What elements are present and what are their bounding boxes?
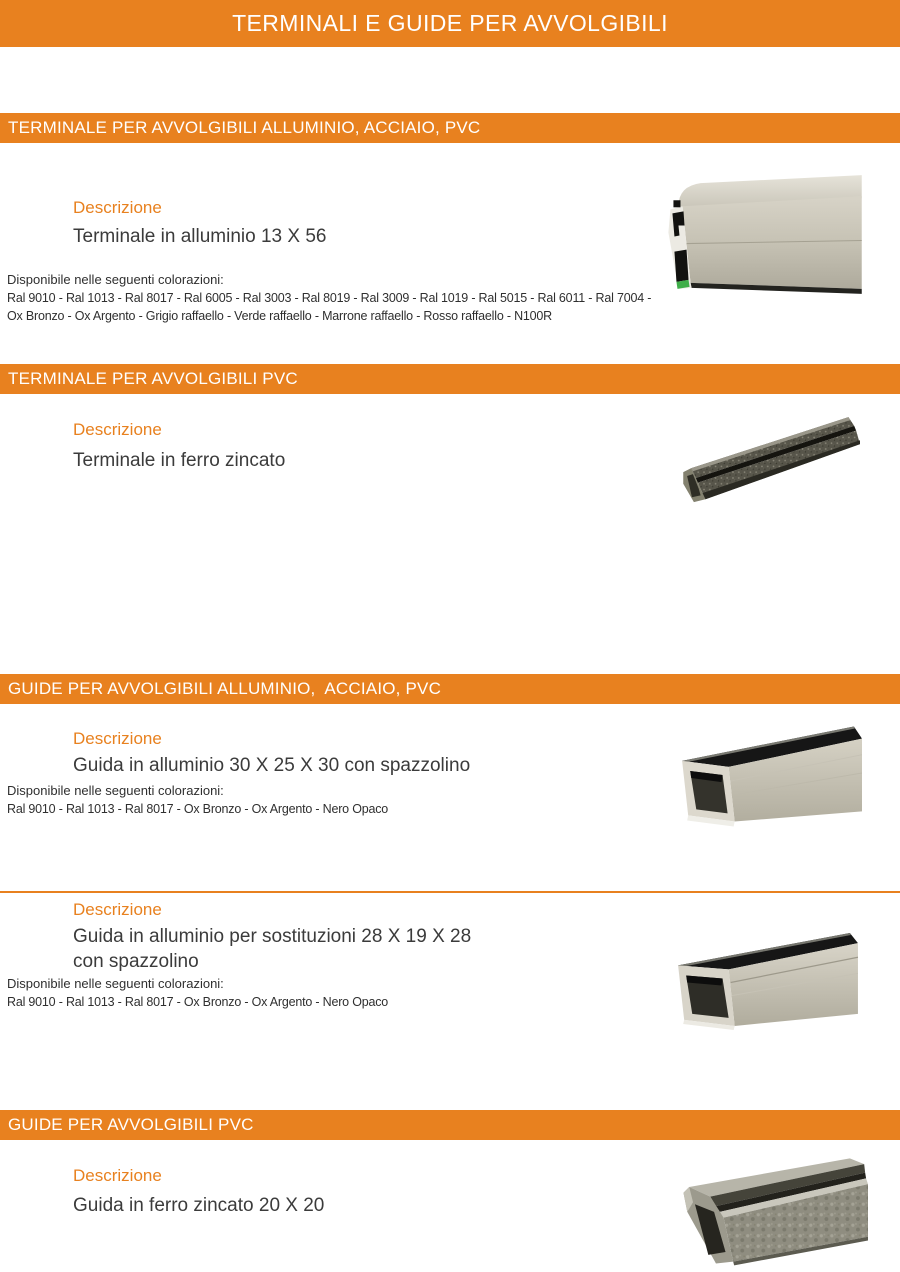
product-title-line2: con spazzolino bbox=[73, 951, 199, 972]
section-header-label: GUIDE PER AVVOLGIBILI PVC bbox=[8, 1115, 254, 1134]
availability-label: Disponibile nelle seguenti colorazioni: bbox=[7, 976, 224, 991]
section-header-terminale-alluminio-acciaio-pvc bbox=[0, 113, 900, 143]
availability-block bbox=[7, 271, 651, 325]
section-header-label: TERMINALE PER AVVOLGIBILI ALLUMINIO, ACCIAIO, PVC bbox=[8, 118, 481, 137]
page-header-bar bbox=[0, 0, 900, 47]
aluminum-replacement-guide-illustration bbox=[668, 928, 862, 1033]
availability-block bbox=[7, 782, 388, 818]
product-image-aluminum-guide-30x25x30 bbox=[670, 720, 862, 830]
section-header-terminale-pvc bbox=[0, 364, 900, 394]
color-list-line: Ox Bronzo - Ox Argento - Grigio raffaello - Verde raffaello - Marrone raffaello - Rosso raffaello - N100R bbox=[7, 309, 553, 323]
product-title-guida-ferro-zincato-20x20: Guida in ferro zincato 20 X 20 bbox=[73, 1195, 325, 1216]
galvanized-terminal-illustration bbox=[662, 412, 860, 514]
description-label: Descrizione bbox=[73, 1166, 162, 1185]
availability-label: Disponibile nelle seguenti colorazioni: bbox=[7, 783, 224, 798]
aluminum-guide-illustration bbox=[670, 720, 862, 830]
section-header-guide-pvc bbox=[0, 1110, 900, 1140]
page-title: TERMINALI E GUIDE PER AVVOLGIBILI bbox=[232, 10, 668, 36]
product-image-aluminum-terminal-13x56 bbox=[648, 162, 862, 307]
product-title-terminale-alluminio: Terminale in alluminio 13 X 56 bbox=[73, 226, 327, 247]
color-list-line: Ral 9010 - Ral 1013 - Ral 8017 - Ox Bronzo - Ox Argento - Nero Opaco bbox=[7, 802, 389, 816]
aluminum-terminal-profile-illustration bbox=[648, 162, 862, 307]
section-header-guide-alluminio-acciaio-pvc bbox=[0, 674, 900, 704]
description-label: Descrizione bbox=[73, 420, 162, 439]
product-image-galvanized-iron-terminal bbox=[662, 412, 860, 514]
product-title-guida-alluminio-30x25x30: Guida in alluminio 30 X 25 X 30 con spazzolino bbox=[73, 755, 471, 776]
section-header-label: TERMINALE PER AVVOLGIBILI PVC bbox=[8, 369, 298, 388]
product-title-terminale-ferro-zincato: Terminale in ferro zincato bbox=[73, 450, 286, 471]
color-list-line: Ral 9010 - Ral 1013 - Ral 8017 - Ral 6005 - Ral 3003 - Ral 8019 - Ral 3009 - Ral 1019 - Ral 5015 - Ral 6011 - Ral 7004 - bbox=[7, 291, 652, 305]
availability-block bbox=[7, 975, 388, 1011]
product-image-galvanized-iron-guide-20x20 bbox=[672, 1146, 868, 1272]
galvanized-guide-illustration bbox=[672, 1146, 868, 1272]
availability-label: Disponibile nelle seguenti colorazioni: bbox=[7, 272, 224, 287]
product-image-aluminum-replacement-guide-28x19x28 bbox=[668, 928, 862, 1033]
description-label: Descrizione bbox=[73, 198, 162, 217]
description-label: Descrizione bbox=[73, 729, 162, 748]
section-divider-line bbox=[0, 891, 900, 893]
section-header-label: GUIDE PER AVVOLGIBILI ALLUMINIO, ACCIAIO, PVC bbox=[8, 679, 442, 698]
description-label: Descrizione bbox=[73, 900, 162, 919]
color-list-line: Ral 9010 - Ral 1013 - Ral 8017 - Ox Bronzo - Ox Argento - Nero Opaco bbox=[7, 995, 389, 1009]
product-title-line1: Guida in alluminio per sostituzioni 28 X 19 X 28 bbox=[73, 926, 472, 947]
product-title-guida-sostituzioni-28x19x28 bbox=[73, 924, 471, 974]
